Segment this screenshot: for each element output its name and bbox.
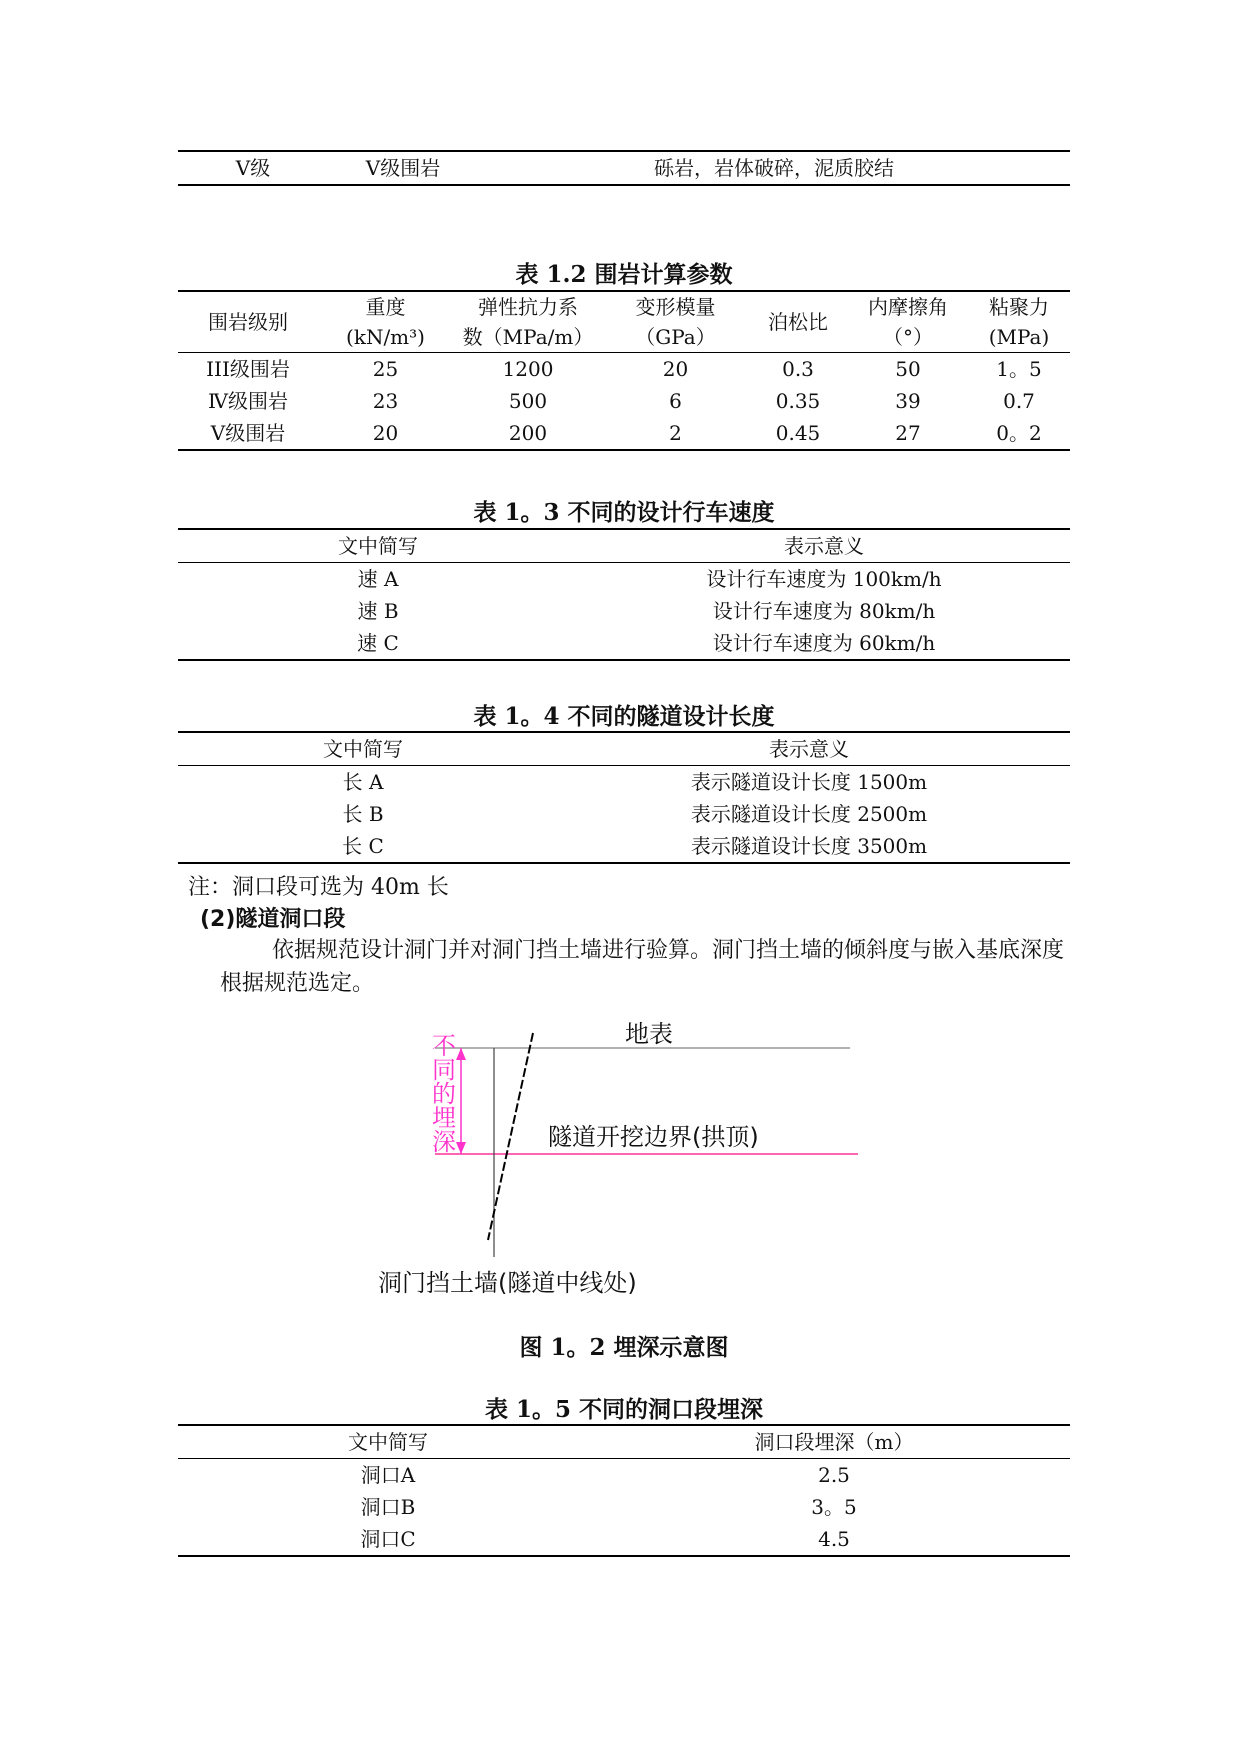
table-1-4-caption: 表 1。4 不同的隧道设计长度 <box>473 703 775 730</box>
table-1-2-caption: 表 1.2 围岩计算参数 <box>515 261 733 288</box>
table-row <box>178 798 1070 830</box>
paragraph: 依据规范设计洞门并对洞门挡土墙进行验算。洞门挡土墙的倾斜度与嵌入基底深度根据规范选定。 <box>220 938 1065 996</box>
header-modulus-unit: （GPa） <box>635 325 716 349</box>
header-friction: 内摩擦角 <box>868 295 948 319</box>
cell: 设计行车速度为 60km/h <box>712 631 936 655</box>
table-1-3-caption: 表 1。3 不同的设计行车速度 <box>473 499 775 526</box>
table-row <box>178 1459 1070 1492</box>
cell: 0.3 <box>782 357 814 381</box>
cell: 23 <box>372 389 399 413</box>
label-excavation: 隧道开挖边界(拱顶) <box>548 1123 759 1151</box>
table-row <box>178 830 1070 863</box>
cell: III级围岩 <box>206 357 290 381</box>
label-surface: 地表 <box>625 1020 673 1048</box>
header-elastic-unit: 数（MPa/m） <box>462 325 594 349</box>
section-heading: (2)隧道洞口段 <box>200 907 346 932</box>
table-header-row <box>178 529 1070 563</box>
cell: 表示隧道设计长度 1500m <box>690 770 928 794</box>
cell: 0。2 <box>996 421 1042 445</box>
header-meaning: 表示意义 <box>784 534 864 558</box>
header-abbr: 文中简写 <box>348 1430 428 1454</box>
table-row <box>178 151 1070 185</box>
cell: Ⅴ级围岩 <box>365 156 441 180</box>
cell: 2 <box>669 421 682 445</box>
header-weight: 重度 <box>365 295 406 319</box>
cell: 20 <box>372 421 399 445</box>
cell: 长 B <box>342 802 384 826</box>
table-1-5-caption: 表 1。5 不同的洞口段埋深 <box>484 1396 764 1423</box>
cell: 2.5 <box>818 1463 850 1487</box>
cell: 1。5 <box>996 357 1042 381</box>
figure-1-2-caption: 图 1。2 埋深示意图 <box>519 1334 729 1361</box>
cell: 27 <box>895 421 921 445</box>
cell: 速 B <box>357 599 399 623</box>
table-row <box>178 1491 1070 1523</box>
header-modulus: 变形模量 <box>635 295 716 319</box>
table-row <box>178 385 1070 417</box>
header-cohesion: 粘聚力 <box>989 295 1049 319</box>
table-row <box>178 766 1070 799</box>
header-depth: 洞口段埋深（m） <box>754 1430 914 1454</box>
cell: 表示隧道设计长度 2500m <box>690 802 928 826</box>
header-abbr: 文中简写 <box>323 737 403 761</box>
table-1-5 <box>178 1424 1070 1557</box>
table-1-4 <box>178 731 1070 864</box>
table-header-row <box>178 1425 1070 1459</box>
cell: 0.35 <box>775 389 821 413</box>
header-cohesion-unit: (MPa) <box>988 325 1050 349</box>
cell: Ⅴ级围岩 <box>210 421 286 445</box>
note: 注：洞口段可选为 40m 长 <box>188 875 449 900</box>
cell: 25 <box>372 357 399 381</box>
retaining-wall-line <box>488 1033 533 1240</box>
header-friction-unit: （°） <box>883 325 933 349</box>
table-row <box>178 353 1070 386</box>
table-1-2 <box>178 290 1070 451</box>
cell: 速 C <box>357 631 399 655</box>
cell: 长 A <box>342 770 384 794</box>
cell: 4.5 <box>818 1527 850 1551</box>
cell: 3。5 <box>811 1495 857 1519</box>
table-row <box>178 595 1070 627</box>
header-elastic: 弹性抗力系 <box>478 295 578 319</box>
table-row <box>178 627 1070 660</box>
header-poisson: 泊松比 <box>768 310 828 334</box>
cell: 长 C <box>342 834 384 858</box>
cell: 0.45 <box>775 421 821 445</box>
header-meaning: 表示意义 <box>769 737 849 761</box>
header-grade: 围岩级别 <box>208 310 288 334</box>
cell: 6 <box>669 389 682 413</box>
cell: 39 <box>895 389 921 413</box>
label-depth: 不同的埋深 <box>432 1032 456 1156</box>
table-prev <box>178 150 1070 186</box>
cell: 500 <box>508 389 548 413</box>
cell: 洞口B <box>360 1495 416 1519</box>
cell: 设计行车速度为 100km/h <box>706 567 942 591</box>
cell: 洞口C <box>360 1527 416 1551</box>
cell: 砾岩，岩体破碎，泥质胶结 <box>654 156 894 180</box>
table-row <box>178 1523 1070 1556</box>
cell: Ⅴ级 <box>235 156 271 180</box>
table-header-row <box>178 732 1070 766</box>
cell: 速 A <box>357 567 399 591</box>
table-row <box>178 417 1070 450</box>
cell: 0.7 <box>1003 389 1035 413</box>
cell: 1200 <box>502 357 554 381</box>
cell: 洞口A <box>360 1463 416 1487</box>
label-wall: 洞门挡土墙(隧道中线处) <box>378 1269 637 1297</box>
cell: 设计行车速度为 80km/h <box>712 599 936 623</box>
cell: 表示隧道设计长度 3500m <box>690 834 928 858</box>
table-row <box>178 563 1070 596</box>
header-abbr: 文中简写 <box>338 534 418 558</box>
cell: 200 <box>508 421 548 445</box>
header-weight-unit: (kN/m³) <box>346 325 425 349</box>
table-1-3 <box>178 528 1070 661</box>
cell: Ⅳ级围岩 <box>208 389 288 413</box>
cell: 50 <box>895 357 921 381</box>
cell: 20 <box>662 357 689 381</box>
table-header-row <box>178 291 1070 322</box>
